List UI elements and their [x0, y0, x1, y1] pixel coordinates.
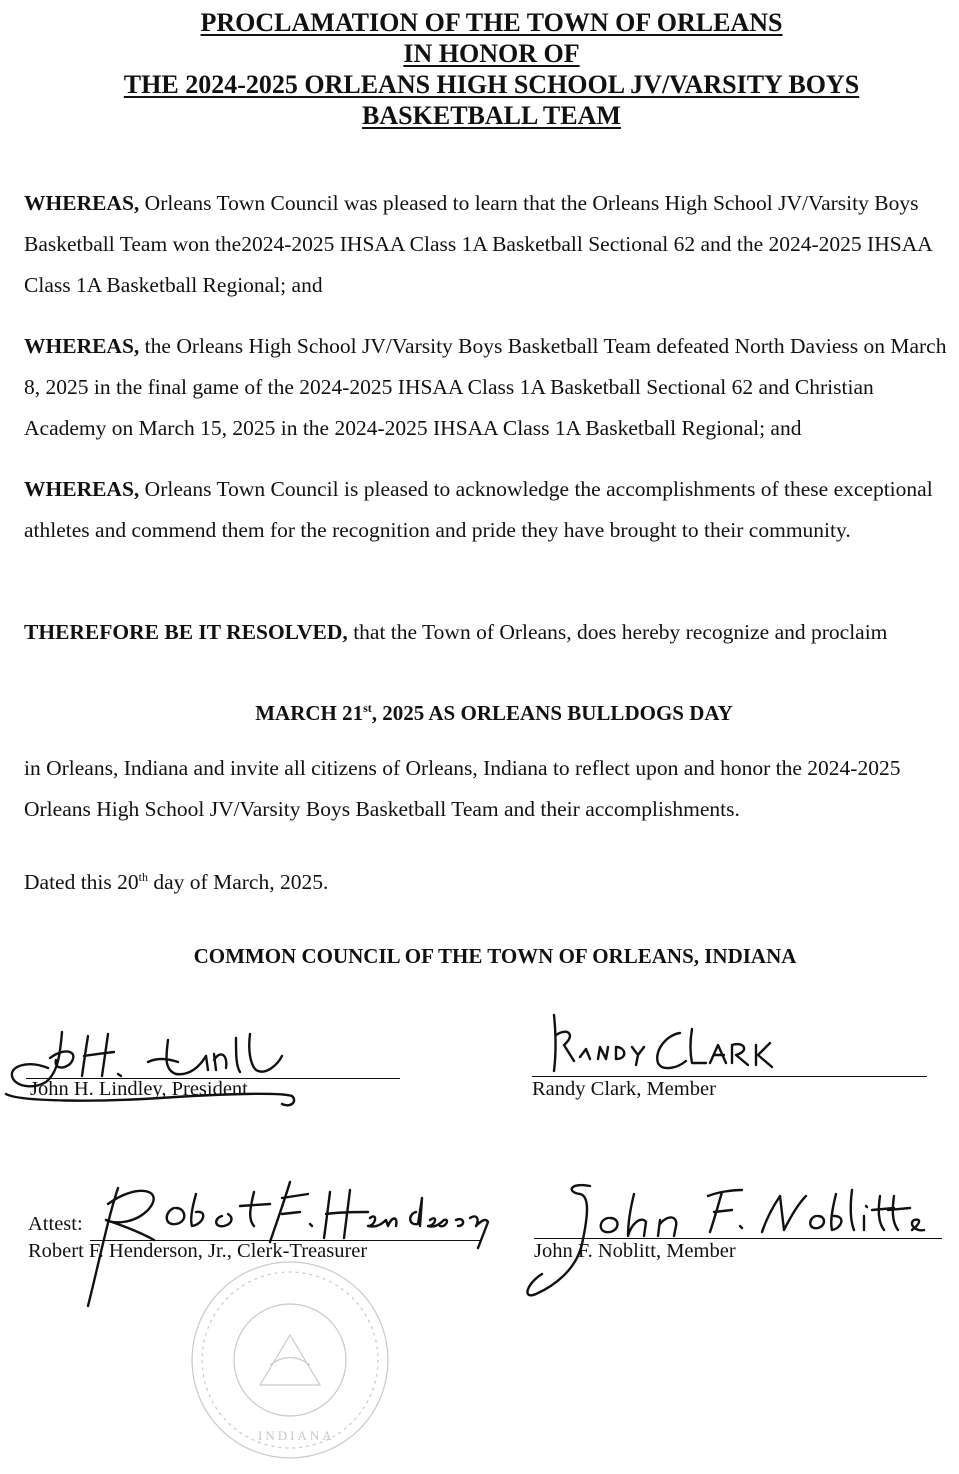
- proclamation-ordinal: st: [363, 701, 372, 715]
- dated-after: day of March, 2025.: [148, 870, 329, 895]
- whereas-paragraph-2: [24, 326, 954, 449]
- dated-ordinal: th: [138, 870, 148, 884]
- noblitt-name: John F. Noblitt, Member: [534, 1240, 736, 1262]
- invite-paragraph: in Orleans, Indiana and invite all citizens of Orleans, Indiana to reflect upon and honor the 2024-2025 Orleans High School JV/Varsity Boys Basketball Team and their accomplishments.: [24, 756, 901, 821]
- resolved-text: that the Town of Orleans, does hereby recognize and proclaim: [347, 620, 888, 644]
- title-line-1: PROCLAMATION OF THE TOWN OF ORLEANS: [200, 8, 783, 37]
- noblitt-signature: [510, 1166, 930, 1306]
- clark-signature-line: [532, 1076, 927, 1077]
- dated-before: Dated this 20: [24, 870, 139, 895]
- proclamation-text: , 2025 AS ORLEANS BULLDOGS DAY: [371, 701, 733, 725]
- whereas-paragraph-1: [24, 183, 954, 306]
- whereas-text: the Orleans High School JV/Varsity Boys Basketball Team defeated North Daviess on March 8, 2025 in the final game of the 2024-2025 IHSAA Class 1A Basketball Sectional 62 and Christian Academy on March 15, 2025 in the 2024-2025 IHSAA Class 1A Basketball Regional; and: [24, 334, 947, 440]
- lindley-name: John H. Lindley, President: [30, 1078, 248, 1100]
- whereas-lead: WHEREAS,: [24, 334, 140, 358]
- attest-label: Attest:: [28, 1213, 83, 1235]
- proclamation-line: [0, 701, 959, 726]
- clark-name: Randy Clark, Member: [532, 1078, 716, 1100]
- henderson-name: Robert F. Henderson, Jr., Clerk-Treasurer: [28, 1240, 368, 1262]
- noblitt-signature-line: [534, 1238, 942, 1239]
- title-line-2: IN HONOR OF: [403, 39, 580, 68]
- council-heading: COMMON COUNCIL OF THE TOWN OF ORLEANS, INDIANA: [193, 944, 797, 968]
- resolved-lead: THEREFORE BE IT RESOLVED,: [24, 620, 348, 644]
- resolved-paragraph: [24, 612, 954, 653]
- whereas-text: Orleans Town Council is pleased to acknowledge the accomplishments of these exceptional athletes and commend them for the recognition and pride they have brought to their community.: [24, 477, 933, 542]
- whereas-paragraph-3: [24, 469, 954, 551]
- whereas-text: Orleans Town Council was pleased to learn that the Orleans High School JV/Varsity Boys Basketball Team won the2024-2025 IHSAA Class 1A Basketball Sectional 62 and the 2024-2025 IHSAA Class 1A Basketball Regional; and: [24, 191, 932, 297]
- whereas-lead: WHEREAS,: [24, 191, 140, 215]
- dated-line: [24, 857, 954, 903]
- title-line-3: THE 2024-2025 ORLEANS HIGH SCHOOL JV/VARSITY BOYS: [123, 70, 860, 99]
- seal-text: INDIANA: [258, 1428, 335, 1443]
- proclamation-date: MARCH 21: [255, 701, 364, 725]
- title-line-4: BASKETBALL TEAM: [362, 101, 621, 130]
- whereas-lead: WHEREAS,: [24, 477, 140, 501]
- clark-signature: [540, 1005, 780, 1085]
